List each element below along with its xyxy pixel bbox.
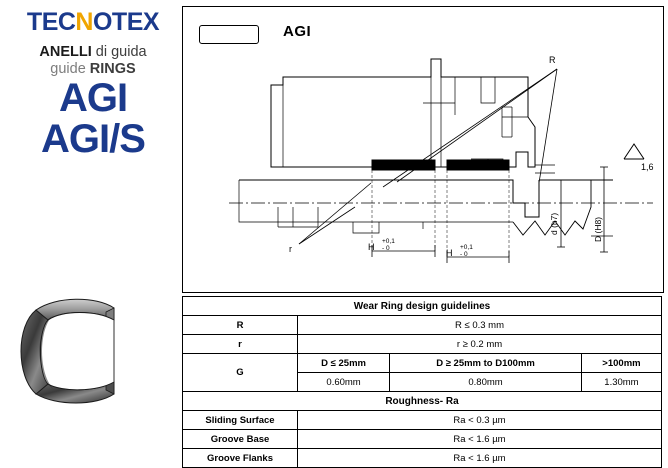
subtitle-italian-light: di guida [95,44,147,60]
g-value-3: 1.30mm [581,373,661,392]
label-H-left-tol-bot: - 0 [382,245,390,252]
product-code-line-1: AGI [58,76,128,120]
row-label-R: R [183,316,298,335]
table-row [183,335,662,354]
label-H-right: H [446,248,453,258]
label-r: r [289,244,292,254]
roughness-value-groove-flanks: Ra < 1.6 µm [298,449,662,468]
label-H-right-tol-top: +0,1 [460,244,473,251]
table-row [183,392,662,411]
label-H-left-tol-top: +0,1 [382,238,395,245]
label-H-right-tol-bot: - 0 [460,251,468,258]
product-code-line-2: AGI/S [41,116,145,161]
subtitle-english-light: guide [50,60,86,77]
table-title: Wear Ring design guidelines [183,297,662,316]
subtitle-italian [8,44,178,61]
product-code-block [8,78,178,160]
wear-ring-photo [10,298,130,408]
label-D: D (H8) [593,216,603,242]
roughness-title: Roughness- Ra [183,392,662,411]
cross-section-drawing [183,7,663,292]
row-value-r: r ≥ 0.2 mm [298,335,662,354]
roughness-value-groove-base: Ra < 1.6 µm [298,430,662,449]
table-row [183,449,662,468]
subtitle-english-bold: RINGS [89,60,136,77]
g-header-3: >100mm [581,354,661,373]
label-d: d (h7) [549,212,559,235]
row-label-r: r [183,335,298,354]
logo-text-dot: N [75,8,93,36]
roughness-label-sliding-surface: Sliding Surface [183,411,298,430]
roughness-label-groove-base: Groove Base [183,430,298,449]
table-row [183,316,662,335]
g-value-1: 0.60mm [298,373,390,392]
g-value-2: 0.80mm [390,373,582,392]
logo-text-part2: OTEX [92,8,160,36]
technical-drawing-panel [182,6,664,293]
table-row [183,430,662,449]
row-label-G: G [183,354,298,392]
row-value-R: R ≤ 0.3 mm [298,316,662,335]
g-header-1: D ≤ 25mm [298,354,390,373]
drawing-code-label: AGI [283,23,312,40]
table-row [183,411,662,430]
label-R: R [549,55,556,65]
roughness-value-sliding-surface: Ra < 0.3 µm [298,411,662,430]
design-guidelines-table [182,296,662,468]
label-H-left: H [368,242,375,252]
g-header-2: D ≥ 25mm to D100mm [390,354,582,373]
table-row [183,354,662,373]
label-roughness: 1,6 [641,162,654,172]
subtitle-english [8,61,178,78]
table-row [183,297,662,316]
company-logo [8,10,178,35]
brand-block [8,10,178,77]
subtitle-italian-bold: ANELLI [39,44,92,60]
logo-text-part1: TEC [26,8,76,36]
roughness-label-groove-flanks: Groove Flanks [183,449,298,468]
